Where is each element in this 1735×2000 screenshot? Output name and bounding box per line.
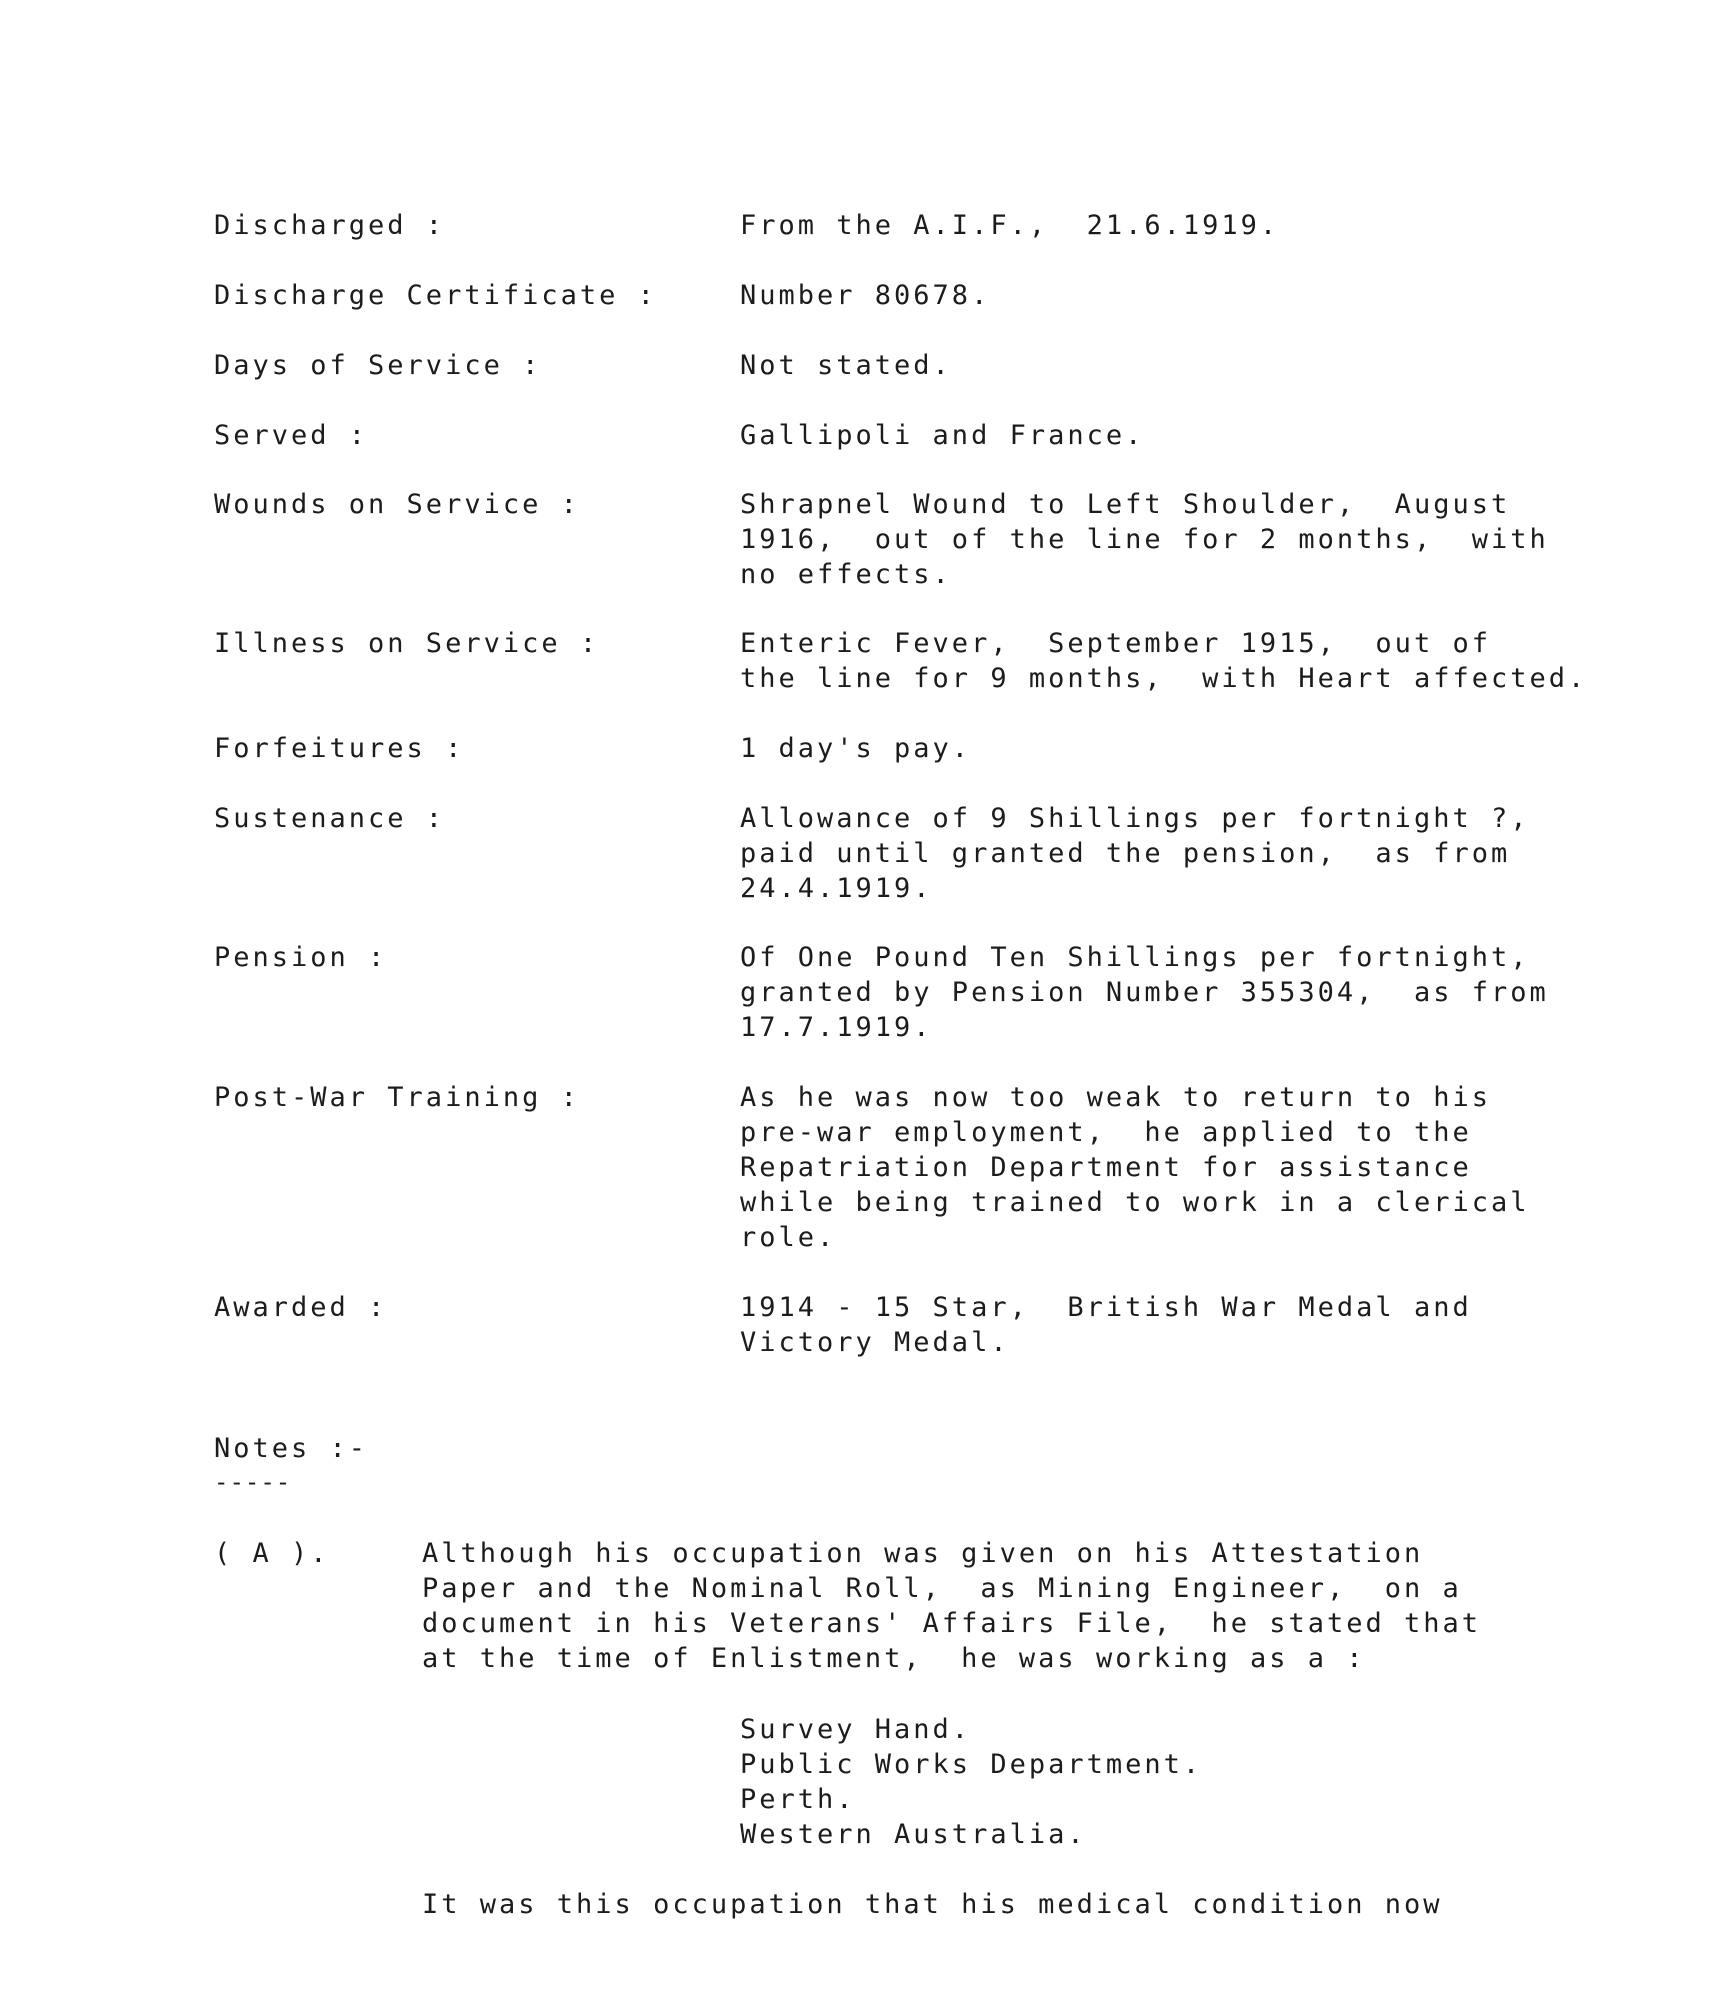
notes-heading: Notes :- (214, 1433, 369, 1464)
field-label: Served : (214, 420, 369, 451)
field-label: Wounds on Service : (214, 489, 580, 520)
continuation-line: It was this occupation that his medical condition now (422, 1889, 1443, 1920)
note-line: Paper and the Nominal Roll, as Mining Engineer, on a (422, 1573, 1462, 1604)
note-a-address (740, 1712, 1202, 1852)
field-label: Days of Service : (214, 350, 542, 381)
field-value (740, 208, 1700, 243)
address-line: Survey Hand. (740, 1714, 972, 1745)
field-value-line: Allowance of 9 Shillings per fortnight ?, (740, 803, 1530, 834)
field-value-line: 1916, out of the line for 2 months, with (740, 524, 1549, 555)
field-value-line: while being trained to work in a clerical (740, 1187, 1530, 1218)
field-value (740, 731, 1700, 766)
field-value (740, 940, 1700, 1045)
field-value (740, 278, 1700, 313)
field-value (740, 801, 1700, 906)
field-value (740, 348, 1700, 383)
field-label: Illness on Service : (214, 628, 600, 659)
field-value-line: Number 80678. (740, 280, 991, 311)
field-value-line: Shrapnel Wound to Left Shoulder, August (740, 489, 1511, 520)
address-line: Public Works Department. (740, 1749, 1203, 1780)
field-value-line: Not stated. (740, 350, 952, 381)
field-label: Discharged : (214, 210, 446, 241)
field-value-line: paid until granted the pension, as from (740, 838, 1511, 869)
field-label: Forfeitures : (214, 733, 465, 764)
field-label: Sustenance : (214, 803, 446, 834)
field-value-line: no effects. (740, 559, 952, 590)
field-value (740, 1290, 1700, 1360)
field-value-line: 24.4.1919. (740, 873, 933, 904)
field-label: Pension : (214, 942, 388, 973)
note-a-continuation (422, 1887, 1443, 1922)
field-value-line: 1 day's pay. (740, 733, 972, 764)
field-label: Discharge Certificate : (214, 280, 657, 311)
address-line: Western Australia. (740, 1819, 1087, 1850)
field-value-line: Repatriation Department for assistance (740, 1152, 1472, 1183)
field-value-line: Gallipoli and France. (740, 420, 1145, 451)
field-value-line: From the A.I.F., 21.6.1919. (740, 210, 1280, 241)
field-value (740, 1080, 1700, 1255)
field-value (740, 487, 1700, 592)
note-a-body (422, 1536, 1692, 1676)
note-line: document in his Veterans' Affairs File, he stated that (422, 1608, 1482, 1639)
field-value-line: the line for 9 months, with Heart affected. (740, 663, 1588, 694)
notes-underline: ----- (214, 1468, 292, 1496)
field-value-line: granted by Pension Number 355304, as from (740, 977, 1549, 1008)
field-value-line: role. (740, 1222, 837, 1253)
field-value-line: As he was now too weak to return to his (740, 1082, 1491, 1113)
note-line: Although his occupation was given on his Attestation (422, 1538, 1424, 1569)
field-value-line: 17.7.1919. (740, 1012, 933, 1043)
field-value (740, 418, 1700, 453)
address-line: Perth. (740, 1784, 856, 1815)
field-label: Awarded : (214, 1292, 388, 1323)
field-value-line: 1914 - 15 Star, British War Medal and (740, 1292, 1472, 1323)
field-value (740, 626, 1700, 696)
note-a-marker: ( A ). (214, 1538, 330, 1569)
field-value-line: Victory Medal. (740, 1327, 1010, 1358)
note-line: at the time of Enlistment, he was working as a : (422, 1643, 1366, 1674)
field-value-line: Of One Pound Ten Shillings per fortnight, (740, 942, 1530, 973)
field-value-line: Enteric Fever, September 1915, out of (740, 628, 1491, 659)
field-label: Post-War Training : (214, 1082, 580, 1113)
field-value-line: pre-war employment, he applied to the (740, 1117, 1472, 1148)
